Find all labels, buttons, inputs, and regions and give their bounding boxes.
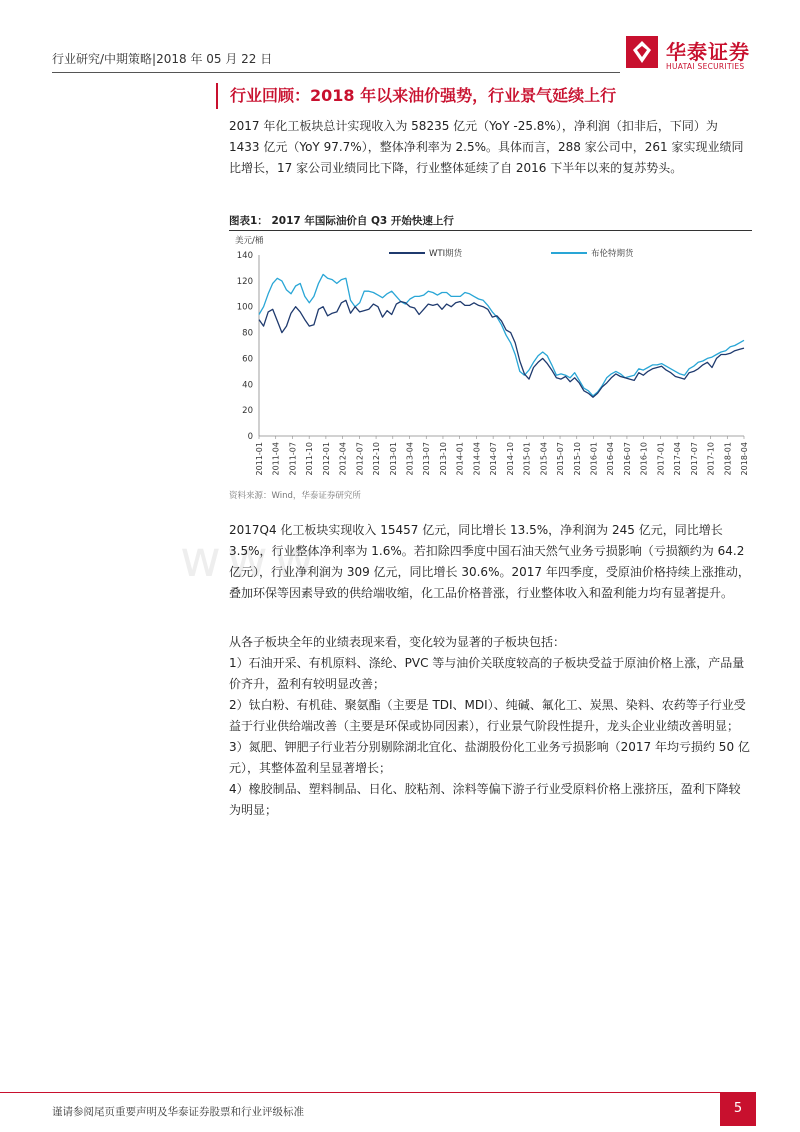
x-tick-label: 2017-10 xyxy=(706,442,716,476)
x-tick-label: 2014-07 xyxy=(489,442,499,476)
paragraph-q4 xyxy=(229,520,752,604)
page-number: 5 xyxy=(720,1092,756,1126)
x-tick-label: 2012-01 xyxy=(321,442,331,476)
y-tick-label: 100 xyxy=(236,302,253,313)
x-tick-label: 2012-10 xyxy=(372,442,382,476)
figure-title: 图表1： 2017 年国际油价自 Q3 开始快速上行 xyxy=(229,215,454,227)
x-tick-label: 2017-07 xyxy=(689,442,699,476)
list-item: 2）钛白粉、有机硅、聚氨酯（主要是 TDI、MDI）、纯碱、氟化工、炭黑、染料、农药等子行业受益于行业供给端改善（主要是环保或协同因素），行业景气阶段性提升，龙头企业业绩改善明显； xyxy=(229,698,746,733)
x-tick-label: 2016-07 xyxy=(622,442,632,476)
x-tick-label: 2014-01 xyxy=(455,442,465,476)
list-item: 4）橡胶制品、塑料制品、日化、胶粘剂、涂料等偏下游子行业受原料价格上涨挤压，盈利下降较为明显； xyxy=(229,782,741,817)
y-tick-label: 120 xyxy=(236,276,253,287)
header-breadcrumb: 行业研究/中期策略|2018 年 05 月 22 日 xyxy=(52,52,273,66)
x-tick-label: 2013-07 xyxy=(422,442,432,476)
y-tick-label: 80 xyxy=(242,328,253,339)
x-tick-label: 2011-01 xyxy=(255,442,264,476)
company-logo xyxy=(626,36,756,76)
oil-price-chart xyxy=(229,233,752,485)
header-divider xyxy=(52,72,620,73)
series-line-wti xyxy=(259,300,744,397)
y-tick-label: 60 xyxy=(242,354,253,365)
logo-text-en: HUATAI SECURITIES xyxy=(666,62,745,71)
x-tick-label: 2017-04 xyxy=(673,442,683,476)
y-tick-label: 40 xyxy=(242,380,253,391)
legend-label: WTI期货 xyxy=(429,249,463,259)
x-tick-label: 2013-10 xyxy=(438,442,448,476)
paragraph-summary xyxy=(229,116,752,179)
x-tick-label: 2018-04 xyxy=(740,442,749,476)
x-tick-label: 2012-07 xyxy=(355,442,365,476)
x-tick-label: 2016-04 xyxy=(606,442,616,476)
x-tick-label: 2013-01 xyxy=(388,442,398,476)
series-line-brent xyxy=(259,274,744,396)
watermark: www. xyxy=(180,530,338,588)
y-tick-label: 0 xyxy=(247,432,253,442)
x-tick-label: 2014-10 xyxy=(505,442,515,476)
logo-mark-icon xyxy=(626,36,658,68)
subsector-list xyxy=(229,632,752,821)
figure-divider xyxy=(229,230,752,231)
x-tick-label: 2011-10 xyxy=(305,442,315,476)
x-tick-label: 2018-01 xyxy=(723,442,733,476)
x-tick-label: 2016-01 xyxy=(589,442,599,476)
paragraph-text: 2017Q4 化工板块实现收入 15457 亿元，同比增长 13.5%，净利润为 245 亿元，同比增长 3.5%，行业整体净利率为 1.6%。若扣除四季度中国石油天然气业务亏损影响（亏损额约为 64.2 亿元），行业净利润为 309 亿元，同比增长 30.6%。2017 年四季度，受原油价格持续上涨推动，叠加环保等因素导致的供给端收缩，化工品价格普涨，行业整体收入和盈利能力均有显著提升。 xyxy=(229,523,750,600)
x-tick-label: 2015-07 xyxy=(556,442,566,476)
x-tick-label: 2015-10 xyxy=(572,442,582,476)
x-tick-label: 2012-04 xyxy=(338,442,348,476)
x-tick-label: 2017-01 xyxy=(656,442,666,476)
figure-source: 资料来源：Wind，华泰证券研究所 xyxy=(229,491,361,501)
list-item: 1）石油开采、有机原料、涤纶、PVC 等与油价关联度较高的子板块受益于原油价格上涨，产品量价齐升，盈利有较明显改善； xyxy=(229,656,745,691)
x-tick-label: 2014-04 xyxy=(472,442,482,476)
x-tick-label: 2015-01 xyxy=(522,442,532,476)
y-axis-label: 美元/桶 xyxy=(235,236,264,246)
y-tick-label: 140 xyxy=(236,251,253,261)
footer-divider xyxy=(0,1092,720,1093)
y-tick-label: 20 xyxy=(242,406,253,417)
list-item: 3）氮肥、钾肥子行业若分别剔除湖北宜化、盐湖股份化工业务亏损影响（2017 年均亏损约 50 亿元），其整体盈利呈显著增长； xyxy=(229,740,750,775)
x-tick-label: 2013-04 xyxy=(405,442,415,476)
footer-disclaimer: 谨请参阅尾页重要声明及华泰证券股票和行业评级标准 xyxy=(52,1106,304,1118)
legend-label: 布伦特期货 xyxy=(591,249,634,259)
x-tick-label: 2016-10 xyxy=(639,442,649,476)
section-title: 行业回顾：2018 年以来油价强势，行业景气延续上行 xyxy=(216,83,770,109)
list-intro: 从各子板块全年的业绩表现来看，变化较为显著的子板块包括： xyxy=(229,635,566,649)
x-tick-label: 2011-04 xyxy=(271,442,281,476)
x-tick-label: 2015-04 xyxy=(539,442,549,476)
logo-text-cn: 华泰证券 xyxy=(666,40,750,64)
x-tick-label: 2011-07 xyxy=(288,442,298,476)
paragraph-text: 2017 年化工板块总计实现收入为 58235 亿元（YoY -25.8%），净利润（扣非后，下同）为 1433 亿元（YoY 97.7%），整体净利率为 2.5%。具体而言，288 家公司中，261 家实现业绩同比增长，17 家公司业绩同比下降，行业整体延续了自 2016 下半年以来的复苏势头。 xyxy=(229,119,744,175)
